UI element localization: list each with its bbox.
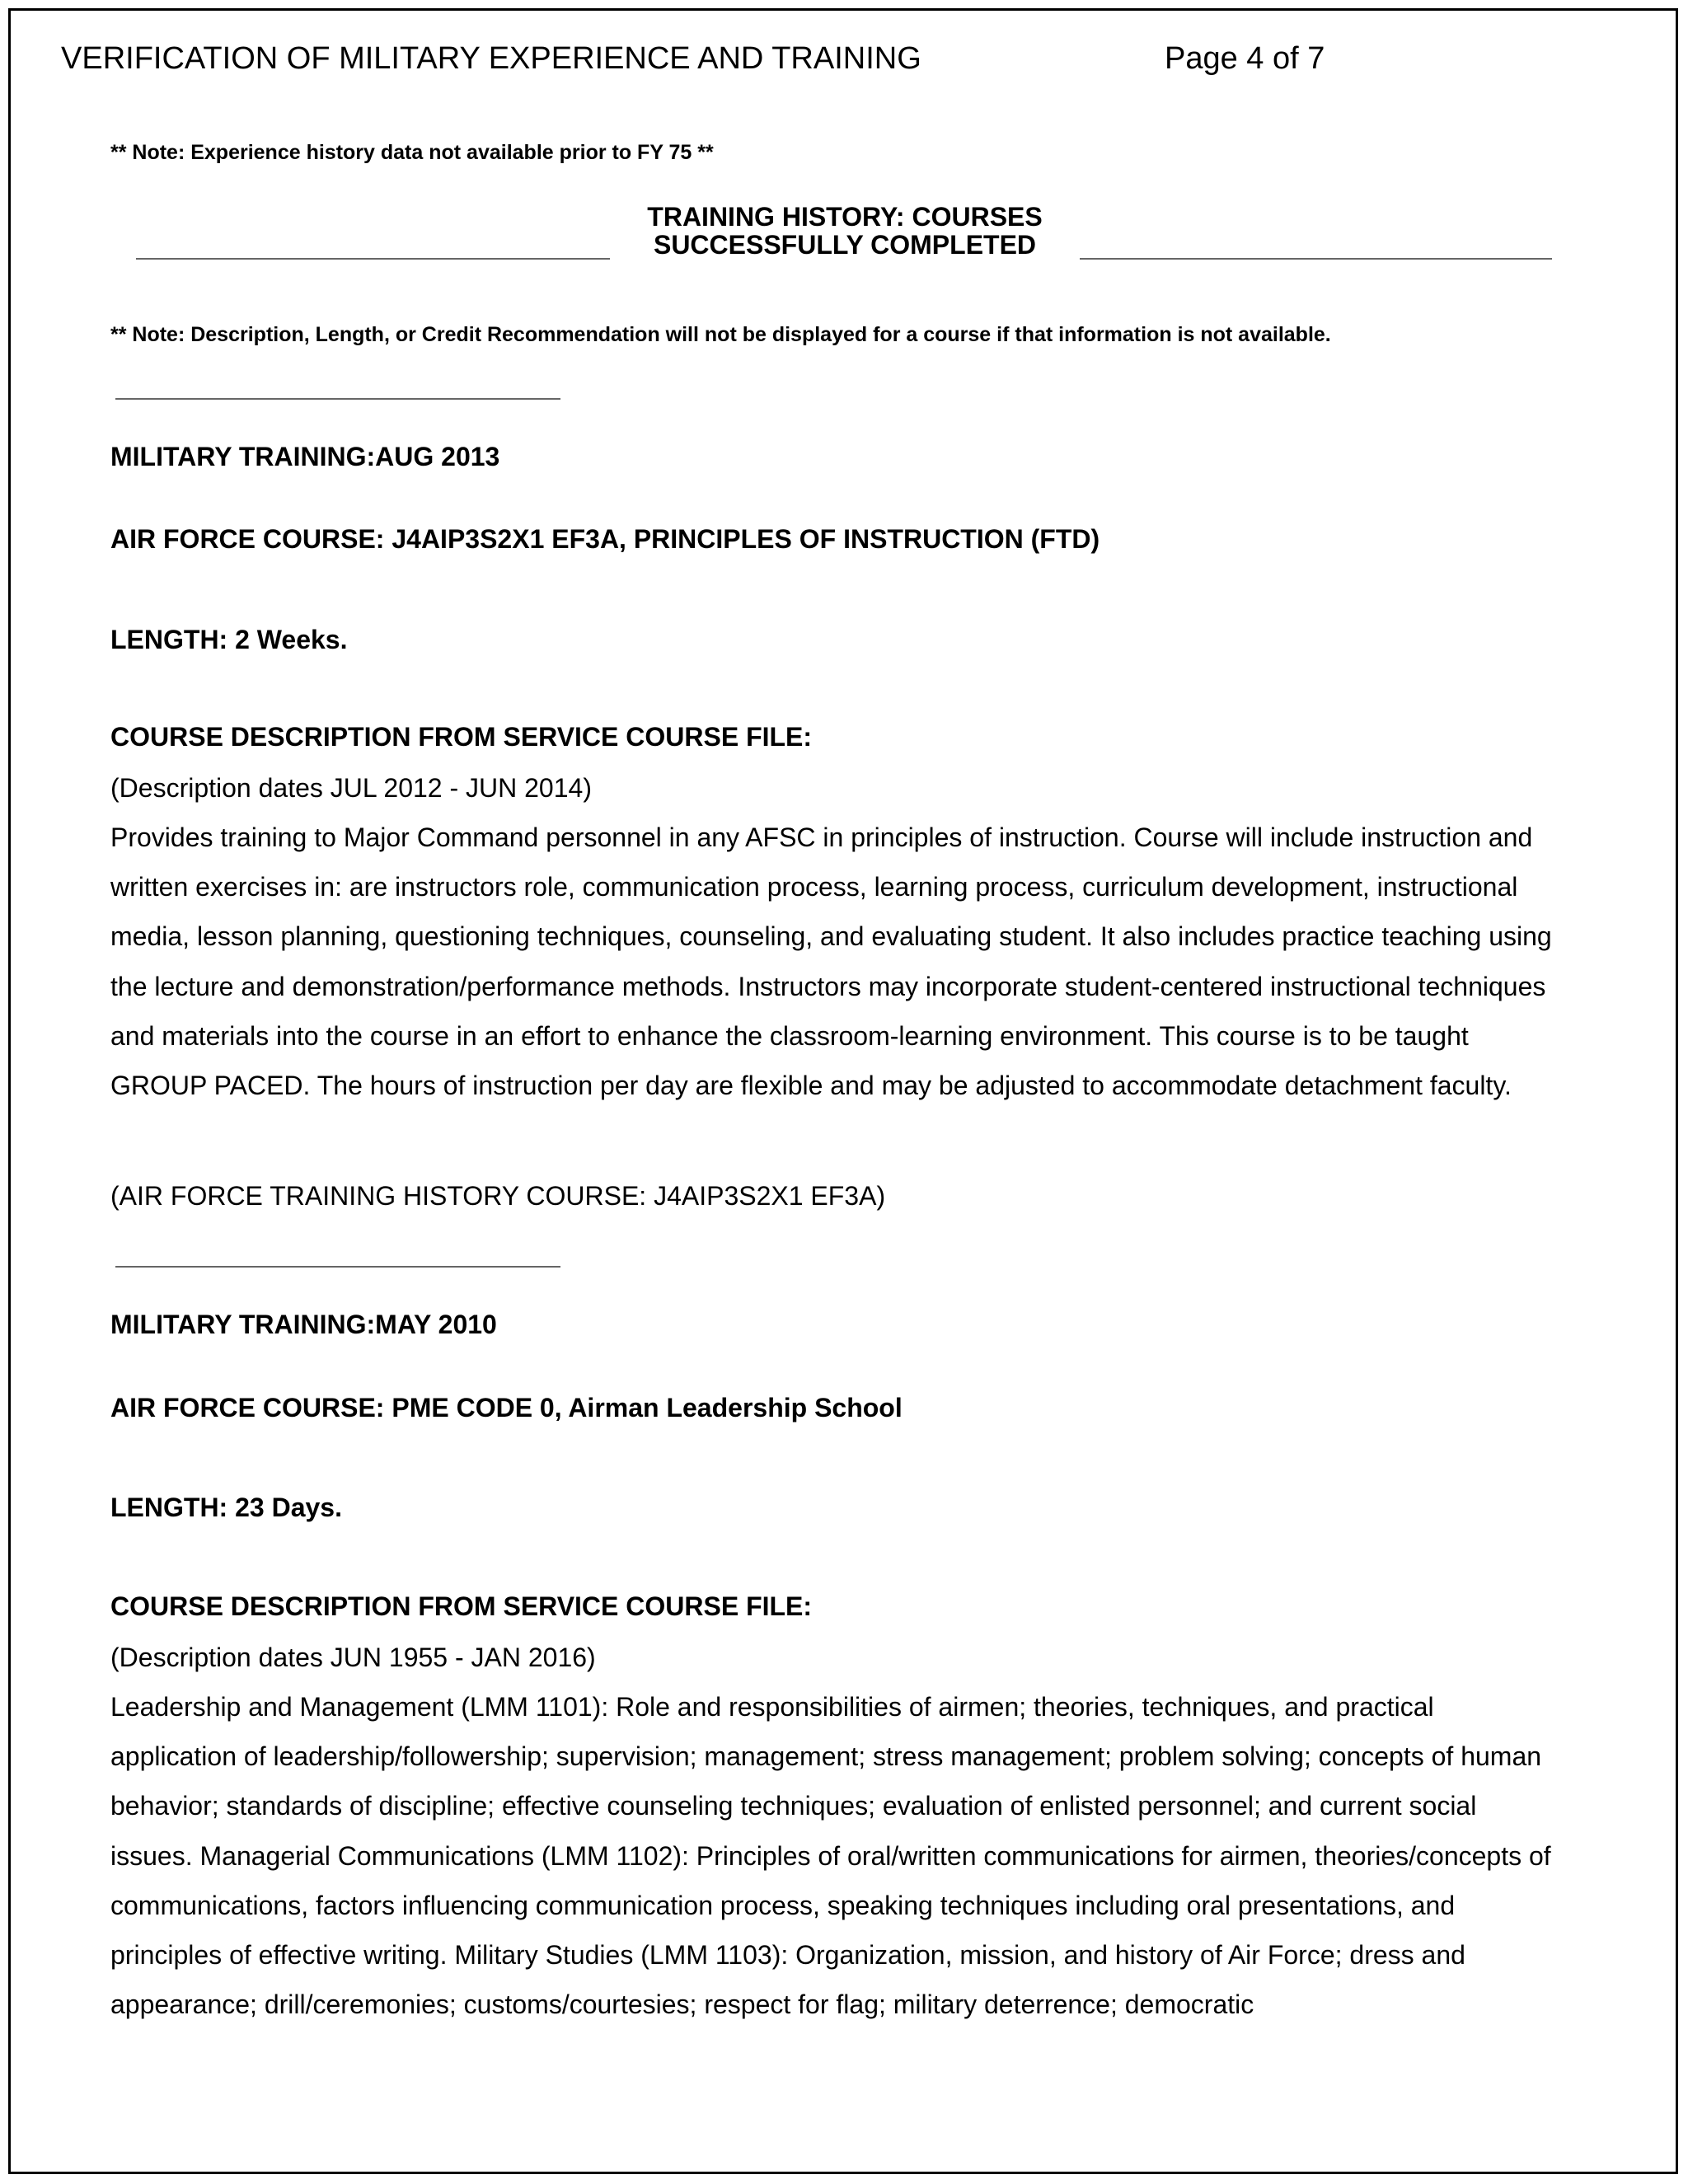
course-title: AIR FORCE COURSE: PME CODE 0, Airman Leadership School bbox=[110, 1393, 903, 1422]
description-heading: COURSE DESCRIPTION FROM SERVICE COURSE FILE: bbox=[110, 722, 813, 752]
section-rule-left bbox=[136, 258, 610, 260]
section-title bbox=[610, 203, 1080, 259]
description-dates: (Description dates JUL 2012 - JUN 2014) bbox=[110, 773, 592, 803]
training-date: MILITARY TRAINING:AUG 2013 bbox=[110, 442, 500, 471]
course-separator bbox=[115, 398, 560, 400]
course-description: Leadership and Management (LMM 1101): Role and responsibilities of airmen; theories, techniques, and practical application of leadership/followership; supervision; management; stress management; problem solving; concepts of human behavior; standards of discipline; effective counseling techniques; evaluation of enlisted personnel; and current social issues. Managerial Communications (LMM 1102): Principles of oral/written communications for airmen, theories/concepts of communications, factors influencing communication process, speaking techniques including oral presentations, and principles of effective writing. Military Studies (LMM 1103): Organization, mission, and history of Air Force; dress and appearance; drill/ceremonies; customs/courtesies; respect for flag; military deterrence; democratic bbox=[110, 1692, 1551, 2020]
description-note: ** Note: Description, Length, or Credit Recommendation will not be displayed for a course if that information is not available. bbox=[110, 323, 1331, 346]
course-description: Provides training to Major Command personnel in any AFSC in principles of instruction. Course will include instruction and written exercises in: are instructors role, communication process, learning process, curriculum development, instructional media, lesson planning, questioning techniques, counseling, and evaluating student. It also includes practice teaching using the lecture and demonstration/performance methods. Instructors may incorporate student-centered instructional techniques and materials into the course in an effort to enhance the classroom-learning environment. This course is to be taught GROUP PACED. The hours of instruction per day are flexible and may be adjusted to accommodate detachment faculty. bbox=[110, 823, 1552, 1101]
description-dates: (Description dates JUN 1955 - JAN 2016) bbox=[110, 1643, 596, 1672]
training-date: MILITARY TRAINING:MAY 2010 bbox=[110, 1310, 497, 1339]
section-rule-right bbox=[1080, 258, 1552, 260]
course-length: LENGTH: 23 Days. bbox=[110, 1493, 342, 1522]
document-title: VERIFICATION OF MILITARY EXPERIENCE AND TRAINING bbox=[61, 41, 921, 76]
page-number: Page 4 of 7 bbox=[1165, 41, 1325, 76]
section-title-line2: SUCCESSFULLY COMPLETED bbox=[653, 230, 1037, 260]
section-title-line1: TRAINING HISTORY: COURSES bbox=[647, 202, 1043, 232]
course-length: LENGTH: 2 Weeks. bbox=[110, 625, 348, 654]
description-heading: COURSE DESCRIPTION FROM SERVICE COURSE FILE: bbox=[110, 1591, 813, 1621]
training-history-course: (AIR FORCE TRAINING HISTORY COURSE: J4AIP3S2X1 EF3A) bbox=[110, 1181, 886, 1211]
course-title: AIR FORCE COURSE: J4AIP3S2X1 EF3A, PRINCIPLES OF INSTRUCTION (FTD) bbox=[110, 524, 1100, 554]
experience-note: ** Note: Experience history data not available prior to FY 75 ** bbox=[110, 141, 714, 164]
course-separator bbox=[115, 1266, 560, 1268]
